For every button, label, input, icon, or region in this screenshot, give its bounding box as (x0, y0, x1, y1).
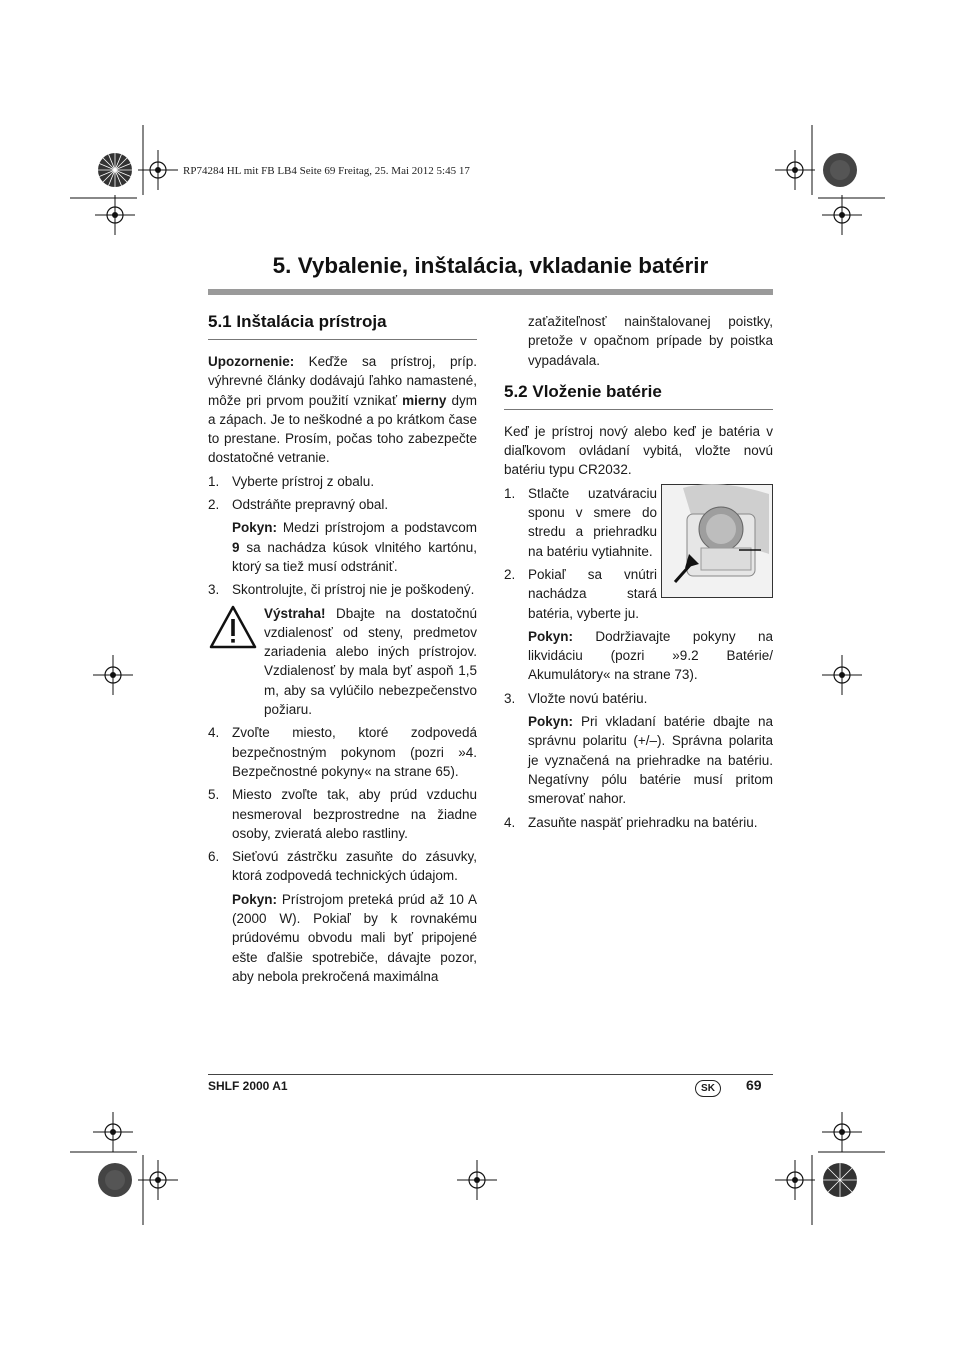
battery-compartment-figure (661, 484, 773, 598)
list-item: 2. Pokiaľ sa vnútri nachádza stará batéria, vyberte ju. (504, 566, 657, 621)
list-item: 1. Vyberte prístroj z obalu. (208, 473, 375, 489)
note-paragraph: Upozornenie: Keďže sa prístroj, príp. výhrevné články dodávajú ľahko namastené, môže pri prvom použití vznikať mierny dym a zápach. Je to neškodné a po krátkom čase to prestane. Prosím, počas toho zabezpečte dostatočné vetranie. (208, 354, 477, 466)
right-column (504, 312, 773, 832)
footer-rule (208, 1074, 773, 1075)
hint-paragraph: Pokyn: Prístrojom preteká prúd až 10 A (2000 W). Pokiaľ by k rovnakému prúdovému obvodu mali byť pripojené ešte ďalšie spotrebiče, dávajte pozor, aby nebola prekročená maximálna (232, 891, 477, 984)
chapter-title: 5. Vybalenie, inštalácia, vkladanie batérir (272, 253, 709, 278)
list-item: 6. Sieťovú zástrčku zasuňte do zásuvky, ktorá zodpovedá technických údajom. (208, 849, 477, 884)
footer-model: SHLF 2000 A1 (208, 1079, 288, 1093)
list-item: 3. Skontrolujte, či prístroj nie je poškodený. (208, 582, 475, 598)
section-title-installation: 5.1 Inštalácia prístroja (208, 312, 477, 340)
list-item: 2. Odstráňte prepravný obal. (208, 497, 389, 513)
print-header: RP74284 HL mit FB LB4 Seite 69 Freitag, 25. Mai 2012 5:45 17 (183, 165, 470, 177)
section-title-battery: 5.2 Vloženie batérie (504, 382, 773, 410)
left-column (208, 312, 477, 986)
list-item: 1. Stlačte uzatváraciu sponu v smere do stredu a priehradku na batériu vytiahnite. (504, 485, 657, 559)
title-rule (208, 289, 773, 295)
hint-paragraph: Pokyn: Pri vkladaní batérie dbajte na správnu polaritu (+/–). Správna polarita je vyznačená na priehradke na batériu. Negatívny pólu batérie musí pritom smerovať nahor. (528, 714, 773, 807)
list-item: 5. Miesto zvoľte tak, aby prúd vzduchu nesmeroval bezprostredne na žiadne osoby, zvieratá alebo rastliny. (208, 787, 477, 841)
list-item: 4. Zasuňte naspäť priehradku na batériu. (504, 814, 758, 830)
warning-triangle-icon (208, 604, 264, 720)
intro-paragraph: Keď je prístroj nový alebo keď je batéria v diaľkovom ovládaní vybitá, vložte novú batériu typu CR2032. (504, 423, 773, 478)
list-item: 4. Zvoľte miesto, ktoré zodpovedá bezpečnostným pokynom (pozri »4. Bezpečnostné pokyny« na strane 65). (208, 725, 477, 779)
steps-with-figure (504, 484, 773, 623)
language-badge: SK (695, 1080, 721, 1097)
warning-text: Výstraha! Dbajte na dostatočnú vzdialenosť od steny, predmetov zariadenia alebo iných prístrojov. Vzdialenosť by mala byť aspoň 1,5 m, aby sa vylúčilo nebezpečenstvo požiaru. (264, 605, 477, 718)
warning-block (208, 604, 477, 720)
list-item: 3. Vložte novú batériu. (504, 690, 648, 706)
note-label: Upozornenie: (208, 354, 295, 369)
hint-paragraph: Pokyn: Medzi prístrojom a podstavcom 9 sa nachádza kúsok vlnitého kartónu, ktorý sa tiež musí odstrániť. (232, 520, 477, 574)
page-number: 69 (746, 1077, 762, 1093)
continued-paragraph: zaťažiteľnosť nainštalovanej poistky, pretože v opačnom prípade by poistka vypadávala. (528, 314, 773, 368)
hint-paragraph: Pokyn: Dodržiavajte pokyny na likvidáciu (pozri »9.2 Batérie/ Akumulátory« na strane 73). (528, 628, 773, 683)
